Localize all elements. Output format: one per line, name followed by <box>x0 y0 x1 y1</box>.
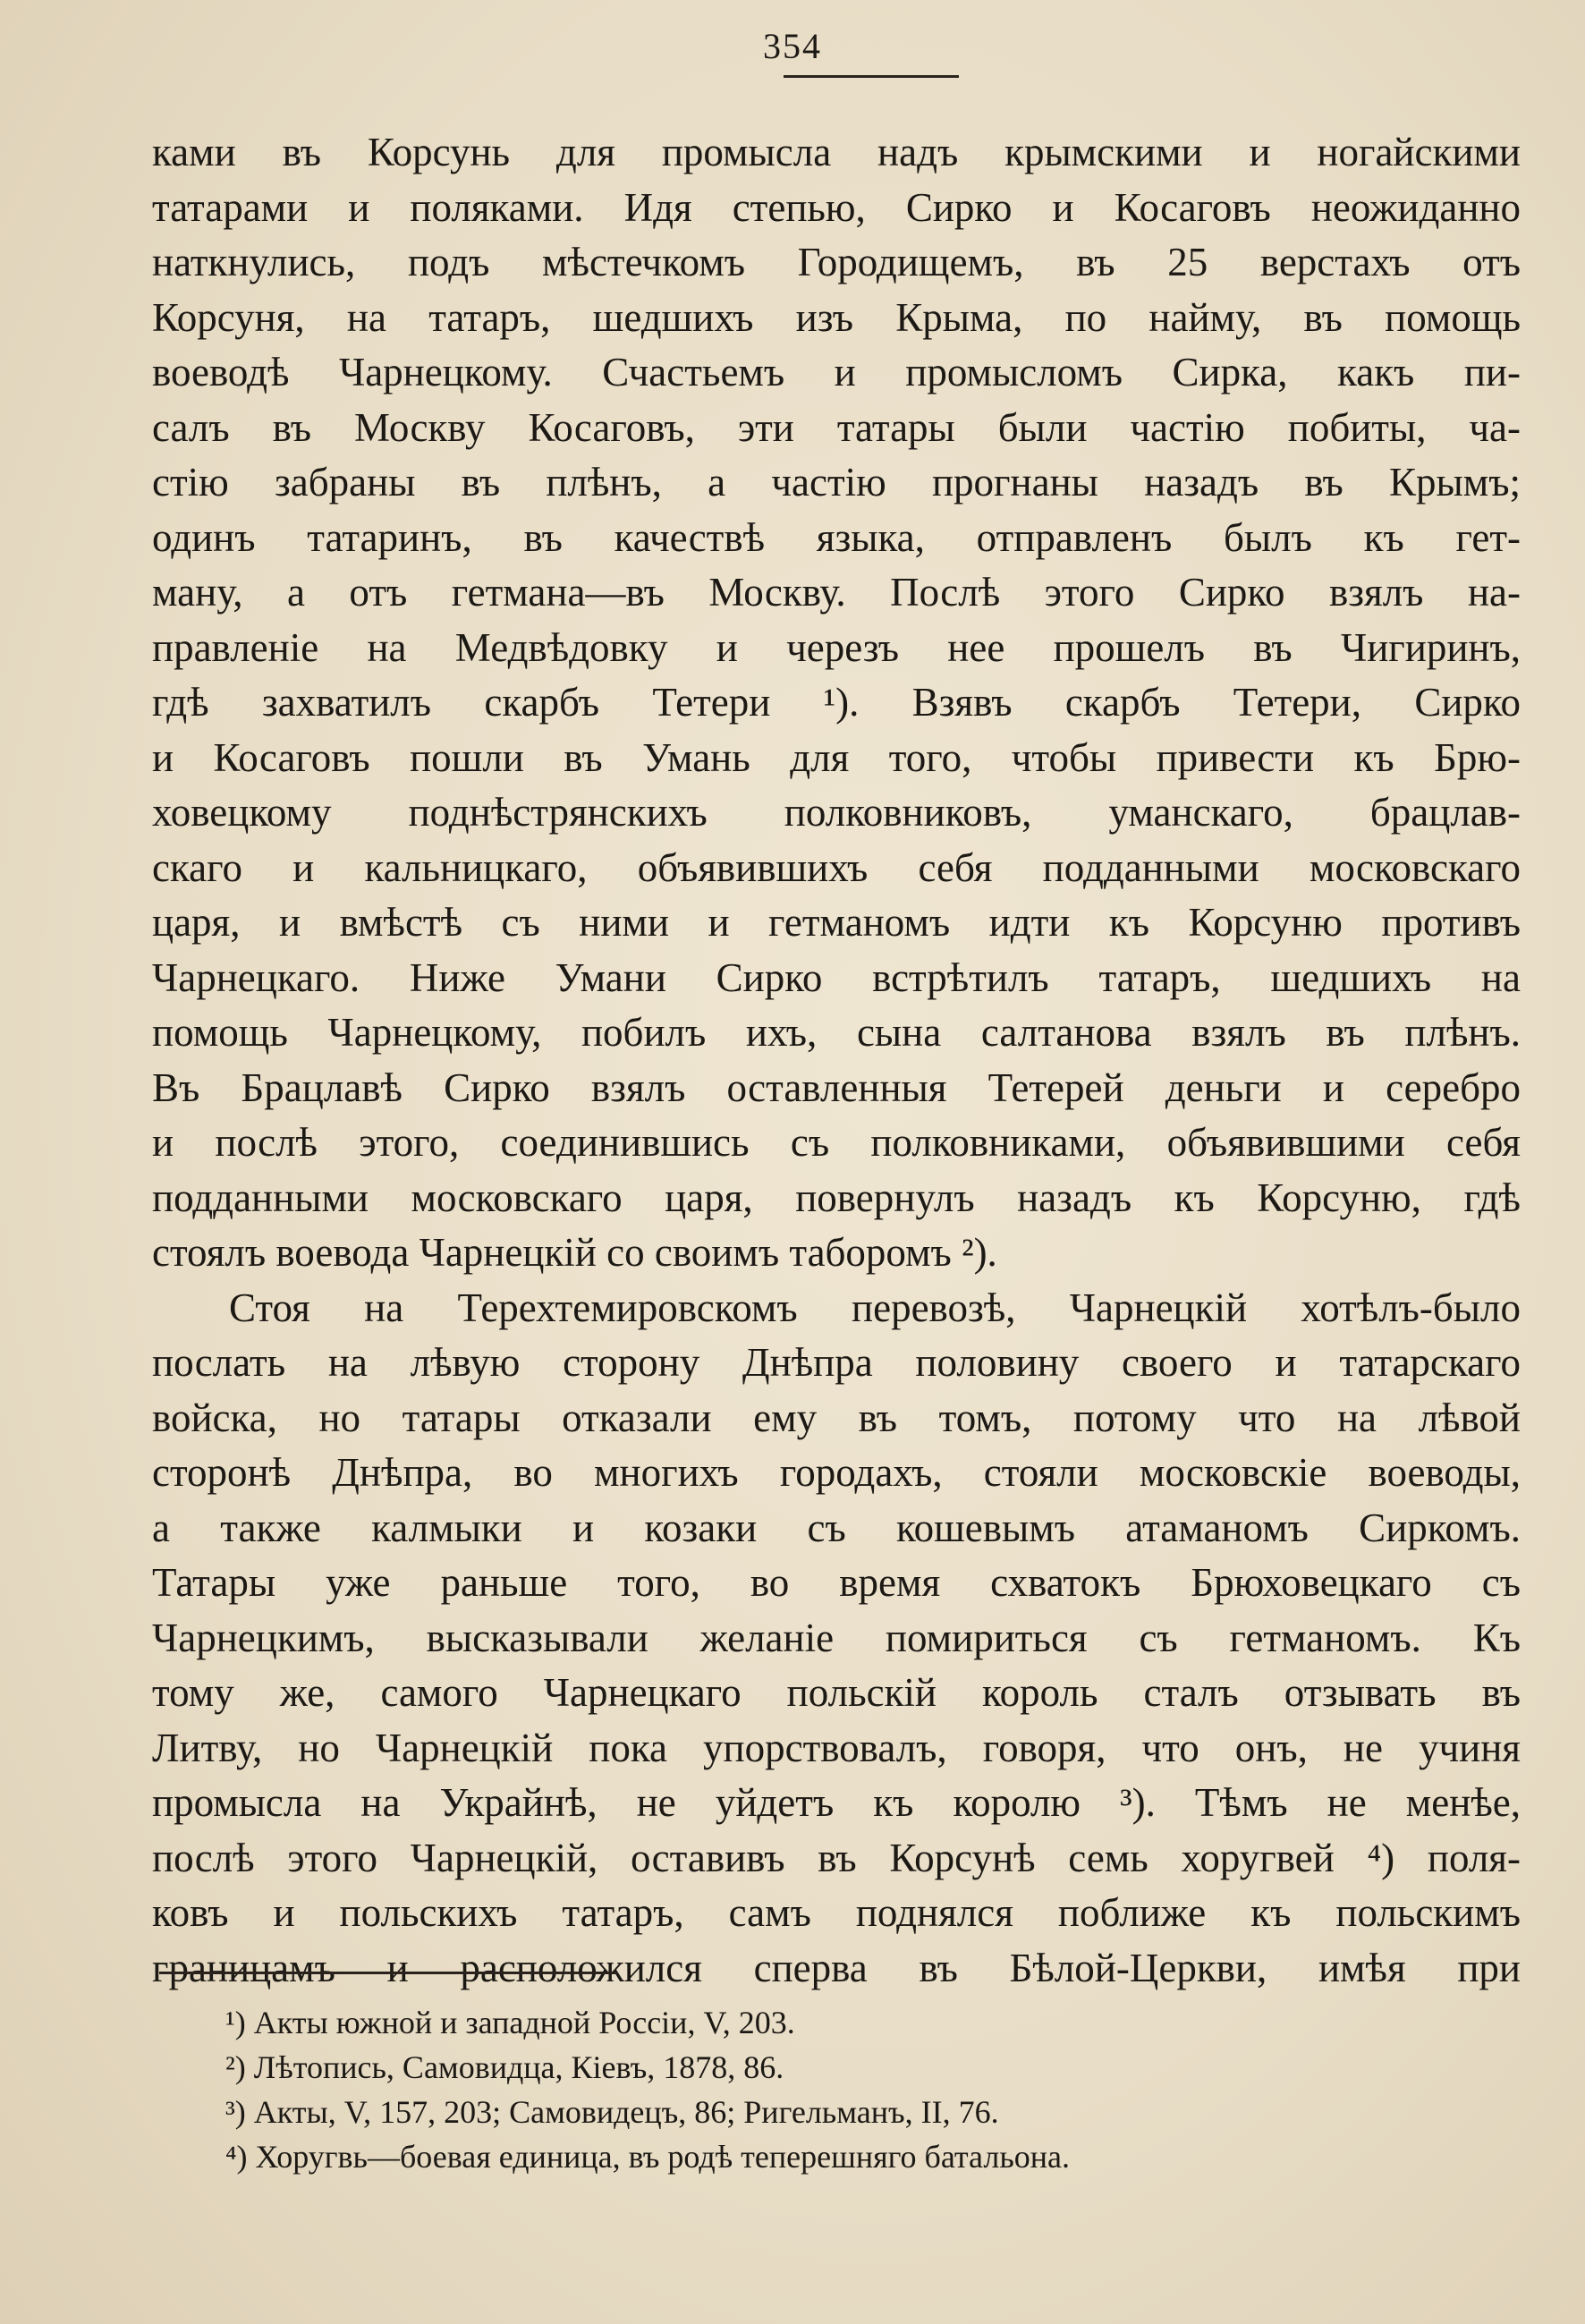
text-line: и Косаговъ пошли въ Умань для того, чтобы привести къ Брю- <box>152 734 1521 780</box>
text-line: ховецкому поднѣстрянскихъ полковниковъ, уманскаго, брацлав- <box>152 790 1521 835</box>
text-line: тому же, самого Чарнецкаго польскій король сталъ отзывать въ <box>152 1670 1521 1715</box>
text-line: гдѣ захватилъ скарбъ Тетери ¹). Взявъ скарбъ Тетери, Сирко <box>152 680 1521 725</box>
header-rule <box>784 75 959 78</box>
text-line: подданными московскаго царя, повернулъ назадъ къ Корсуню, гдѣ <box>152 1175 1521 1220</box>
text-line: послать на лѣвую сторону Днѣпра половину своего и татарскаго <box>152 1340 1521 1385</box>
text-line: ками въ Корсунь для промысла надъ крымскими и ногайскими <box>152 130 1521 174</box>
text-line: наткнулись, подъ мѣстечкомъ Городищемъ, въ 25 верстахъ отъ <box>152 240 1521 284</box>
text-line: Корсуня, на татаръ, шедшихъ изъ Крыма, по найму, въ помощь <box>152 294 1521 340</box>
text-line: сторонѣ Днѣпра, во многихъ городахъ, стояли московскіе воеводы, <box>152 1450 1521 1495</box>
page-number: 354 <box>763 26 822 66</box>
text-line: Чарнецкимъ, высказывали желаніе помириться съ гетманомъ. Къ <box>152 1615 1521 1660</box>
body-text <box>152 125 1521 1996</box>
text-line: войска, но татары отказали ему въ томъ, потому что на лѣвой <box>152 1395 1521 1440</box>
text-line: Татары уже раньше того, во время схватокъ Брюховецкаго съ <box>152 1560 1521 1605</box>
text-line: Въ Брацлавѣ Сирко взялъ оставленныя Тетерей деньги и серебро <box>152 1064 1521 1110</box>
text-line: салъ въ Москву Косаговъ, эти татары были частію побиты, ча- <box>152 404 1521 450</box>
text-line: Литву, но Чарнецкій пока упорствовалъ, говоря, что онъ, не учиня <box>152 1725 1521 1770</box>
text-line: воеводѣ Чарнецкому. Счастьемъ и промысломъ Сирка, какъ пи- <box>152 350 1521 394</box>
text-line: помощь Чарнецкому, побилъ ихъ, сына салтанова взялъ въ плѣнъ. <box>152 1010 1521 1055</box>
footnote: ²) Лѣтопись, Самовидца, Кіевъ, 1878, 86. <box>225 2049 784 2085</box>
text-line: царя, и вмѣстѣ съ ними и гетманомъ идти къ Корсуню противъ <box>152 900 1521 945</box>
text-line: одинъ татаринъ, въ качествѣ языка, отправленъ былъ къ гет- <box>152 514 1521 560</box>
text-line: ковъ и польскихъ татаръ, самъ поднялся поближе къ польскимъ <box>152 1890 1521 1935</box>
text-line: правленіе на Медвѣдовку и черезъ нее прошелъ въ Чигиринъ, <box>152 624 1521 670</box>
text-line: татарами и поляками. Идя степью, Сирко и Косаговъ неожиданно <box>152 184 1521 230</box>
footnote: ¹) Акты южной и западной Россіи, V, 203. <box>225 2005 795 2040</box>
text-line: стію забраны въ плѣнъ, а частію прогнаны назадъ въ Крымъ; <box>152 460 1521 505</box>
text-line: и послѣ этого, соединившись съ полковниками, объявившими себя <box>152 1120 1521 1165</box>
text-line: скаго и кальницкаго, объявившихъ себя подданными московскаго <box>152 844 1521 890</box>
text-line: стоялъ воевода Чарнецкій со своимъ таборомъ ²). <box>152 1230 997 1275</box>
text-line: промысла на Украйнѣ, не уйдетъ къ королю ³). Тѣмъ не менѣе, <box>152 1780 1521 1825</box>
text-line: Стоя на Терехтемировскомъ перевозѣ, Чарнецкій хотѣлъ-было <box>229 1285 1521 1330</box>
footnote: ³) Акты, V, 157, 203; Самовидецъ, 86; Ригельманъ, II, 76. <box>225 2094 999 2130</box>
text-line: а также калмыки и козаки съ кошевымъ атаманомъ Сиркомъ. <box>152 1505 1521 1550</box>
text-line: Чарнецкаго. Ниже Умани Сирко встрѣтилъ татаръ, шедшихъ на <box>152 954 1521 1000</box>
footnote: ⁴) Хоругвь—боевая единица, въ родѣ теперешняго батальона. <box>225 2139 1070 2175</box>
text-line: ману, а отъ гетмана—въ Москву. Послѣ этого Сирко взялъ на- <box>152 570 1521 615</box>
text-line: послѣ этого Чарнецкій, оставивъ въ Корсунѣ семь хоругвей ⁴) поля- <box>152 1835 1521 1880</box>
footnotes <box>225 2000 1388 2179</box>
footnote-rule <box>159 1972 617 1974</box>
text-line: границамъ и расположился сперва въ Бѣлой-Церкви, имѣя при <box>152 1945 1521 1990</box>
